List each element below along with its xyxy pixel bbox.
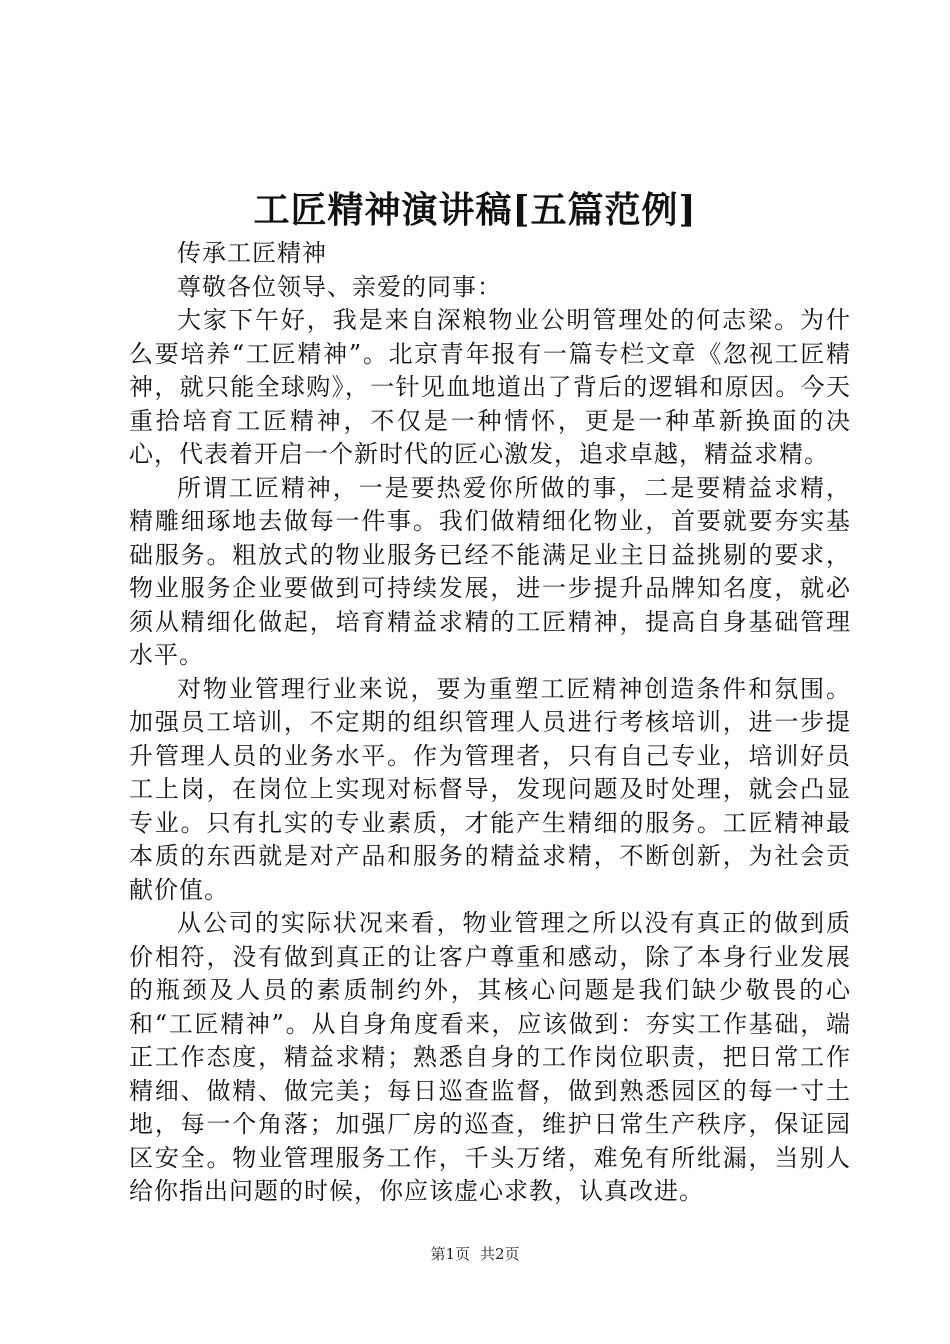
document-title: 工匠精神演讲稿[五篇范例] <box>253 189 697 231</box>
paragraph: 从公司的实际状况来看，物业管理之所以没有真正的做到质价相符，没有做到真正的让客户尊重和感动，除了本身行业发展的瓶颈及人员的素质制约外，其核心问题是我们缺少敬畏的心和“工匠精神”。从自身角度看来，应该做到：夯实工作基础，端正工作态度，精益求精；熟悉自身的工作岗位职责，把日常工作精细、做精、做完美；每日巡查监督，做到熟悉园区的每一寸土地，每一个角落；加强厂房的巡查，维护日常生产秩序，保证园区安全。物业管理服务工作，千头万绪，难免有所纰漏，当别人给你指出问题的时候，你应该虚心求教，认真改进。 <box>129 909 851 1205</box>
paragraph: 大家下午好，我是来自深粮物业公明管理处的何志梁。为什么要培养“工匠精神”。北京青年报有一篇专栏文章《忽视工匠精神，就只能全球购》，一针见血地道出了背后的逻辑和原因。今天重拾培育工匠精神，不仅是一种情怀，更是一种革新换面的决心，代表着开启一个新时代的匠心激发，追求卓越，精益求精。 <box>129 306 851 468</box>
paragraph: 对物业管理行业来说，要为重塑工匠精神创造条件和氛围。加强员工培训，不定期的组织管理人员进行考核培训，进一步提升管理人员的业务水平。作为管理者，只有自己专业，培训好员工上岗，在岗位上实现对标督导，发现问题及时处理，就会凸显专业。只有扎实的专业素质，才能产生精细的服务。工匠精神最本质的东西就是对产品和服务的精益求精，不断创新，为社会贡献价值。 <box>129 674 851 904</box>
page-number-current: 第1页 <box>430 1245 470 1263</box>
paragraph-heading: 传承工匠精神 <box>177 239 327 267</box>
page-number-total: 共2页 <box>480 1245 520 1263</box>
document-body <box>129 237 851 1209</box>
paragraph-salutation: 尊敬各位领导、亲爱的同事： <box>177 272 502 301</box>
paragraph: 所谓工匠精神，一是要热爱你所做的事，二是要精益求精，精雕细琢地去做每一件事。我们做精细化物业，首要就要夯实基础服务。粗放式的物业服务已经不能满足业主日益挑剔的要求，物业服务企业要做到可持续发展，进一步提升品牌知名度，就必须从精细化做起，培育精益求精的工匠精神，提高自身基础管理水平。 <box>129 473 851 669</box>
page-footer <box>0 1244 950 1264</box>
